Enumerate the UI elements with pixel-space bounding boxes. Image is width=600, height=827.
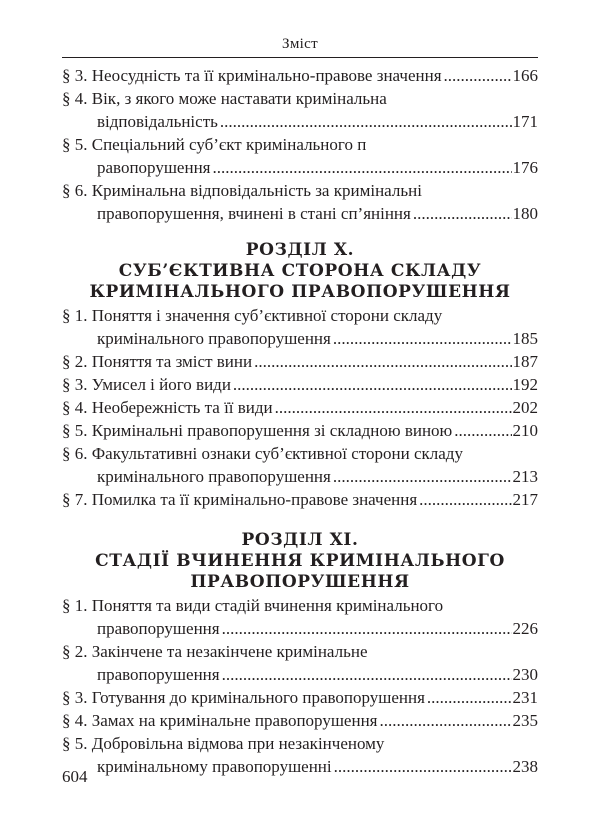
- toc-page-number: 185: [512, 329, 538, 348]
- section-heading-line: ПРАВОПОРУШЕННЯ: [190, 572, 410, 592]
- toc-line: [62, 110, 538, 133]
- toc-line: [62, 133, 538, 156]
- toc-entry: [62, 304, 538, 350]
- toc-page-number: 230: [512, 665, 538, 684]
- table-of-contents: [62, 64, 538, 778]
- toc-page-number: 238: [512, 757, 538, 776]
- toc-line: [62, 304, 538, 327]
- toc-entry-text: § 2. Закінчене та незакінчене кримінальне: [62, 642, 368, 661]
- dot-leader: [254, 350, 511, 373]
- toc-line: [62, 755, 538, 778]
- toc-line: [62, 732, 538, 755]
- dot-leader: [379, 709, 511, 732]
- dot-leader: [222, 663, 512, 686]
- toc-entry: [62, 396, 538, 419]
- toc-entry-text: § 4. Замах на кримінальне правопорушення: [62, 711, 378, 730]
- toc-page-number: 187: [512, 352, 538, 371]
- toc-line: [62, 202, 538, 225]
- toc-entry: [62, 373, 538, 396]
- toc-line: [62, 350, 538, 373]
- toc-line: [62, 488, 538, 511]
- toc-line: [62, 442, 538, 465]
- toc-entry-text: равопорушення: [97, 158, 211, 177]
- toc-line: [62, 640, 538, 663]
- toc-entry-text: правопорушення: [97, 619, 220, 638]
- toc-entry: [62, 64, 538, 87]
- toc-line: [62, 617, 538, 640]
- toc-page-number: 176: [512, 158, 538, 177]
- section-heading-line: РОЗДІЛ XI.: [241, 530, 359, 550]
- toc-page-number: 217: [512, 490, 538, 509]
- toc-entry-text: § 7. Помилка та її кримінально-правове значення: [62, 490, 418, 509]
- dot-leader: [444, 64, 512, 87]
- page-number: 604: [62, 767, 88, 786]
- toc-page-number: 231: [512, 688, 538, 707]
- toc-line: [62, 87, 538, 110]
- toc-entry-text: § 1. Поняття і значення суб’єктивної сторони складу: [62, 306, 443, 325]
- toc-line: [62, 156, 538, 179]
- toc-entry-text: § 5. Спеціальний суб’єкт кримінального п: [62, 135, 367, 154]
- toc-entry: [62, 179, 538, 225]
- toc-group-section-xi: [62, 594, 538, 778]
- toc-entry-text: правопорушення, вчинені в стані сп’яніння: [97, 204, 411, 223]
- section-heading-line: СУБ’ЄКТИВНА СТОРОНА СКЛАДУ: [118, 261, 482, 281]
- dot-leader: [333, 327, 512, 350]
- toc-entry-text: § 3. Умисел і його види: [62, 375, 231, 394]
- toc-line: [62, 179, 538, 202]
- toc-line: [62, 686, 538, 709]
- dot-leader: [275, 396, 512, 419]
- toc-entry-text: кримінальному правопорушенні: [97, 757, 332, 776]
- toc-line: [62, 396, 538, 419]
- toc-entry-text: § 3. Неосудність та її кримінально-правове значення: [62, 66, 442, 85]
- toc-entry: [62, 488, 538, 511]
- toc-entry: [62, 709, 538, 732]
- toc-entry-text: кримінального правопорушення: [97, 467, 331, 486]
- toc-page-number: 192: [512, 375, 538, 394]
- toc-entry-text: § 4. Вік, з якого може наставати кримінальна: [62, 89, 387, 108]
- dot-leader: [454, 419, 511, 442]
- toc-group-top: [62, 64, 538, 225]
- toc-entry-text: § 6. Кримінальна відповідальність за кримінальні: [62, 181, 422, 200]
- dot-leader: [413, 202, 512, 225]
- toc-page-number: 180: [512, 204, 538, 223]
- toc-line: [62, 327, 538, 350]
- toc-line: [62, 663, 538, 686]
- toc-entry: [62, 87, 538, 133]
- section-heading-line: КРИМІНАЛЬНОГО ПРАВОПОРУШЕННЯ: [89, 282, 511, 302]
- section-heading-line: РОЗДІЛ X.: [245, 240, 355, 260]
- toc-line: [62, 594, 538, 617]
- toc-page-number: 166: [512, 66, 538, 85]
- toc-page-number: 210: [512, 421, 538, 440]
- toc-line: [62, 465, 538, 488]
- toc-page-number: 235: [512, 711, 538, 730]
- section-heading-line: СТАДІЇ ВЧИНЕННЯ КРИМІНАЛЬНОГО: [95, 551, 505, 571]
- toc-page-number: 171: [512, 112, 538, 131]
- toc-entry: [62, 350, 538, 373]
- toc-line: [62, 373, 538, 396]
- toc-line: [62, 419, 538, 442]
- toc-entry-text: § 6. Факультативні ознаки суб’єктивної сторони складу: [62, 444, 463, 463]
- running-header: Зміст: [282, 36, 318, 52]
- toc-line: [62, 709, 538, 732]
- header-rule: [62, 57, 538, 58]
- toc-entry: [62, 732, 538, 778]
- toc-entry-text: § 5. Кримінальні правопорушення зі складною виною: [62, 421, 453, 440]
- toc-entry: [62, 133, 538, 179]
- toc-entry: [62, 419, 538, 442]
- toc-entry-text: правопорушення: [97, 665, 220, 684]
- dot-leader: [222, 617, 512, 640]
- toc-page-number: 226: [512, 619, 538, 638]
- toc-entry: [62, 442, 538, 488]
- toc-entry: [62, 594, 538, 640]
- toc-entry-text: § 1. Поняття та види стадій вчинення кримінального: [62, 596, 444, 615]
- toc-entry: [62, 640, 538, 686]
- dot-leader: [220, 110, 512, 133]
- dot-leader: [427, 686, 512, 709]
- section-heading-x: [62, 240, 538, 303]
- toc-entry-text: відповідальність: [97, 112, 218, 131]
- toc-entry-text: кримінального правопорушення: [97, 329, 331, 348]
- dot-leader: [233, 373, 512, 396]
- dot-leader: [333, 465, 512, 488]
- toc-entry-text: § 4. Необережність та її види: [62, 398, 273, 417]
- toc-entry-text: § 2. Поняття та зміст вини: [62, 352, 253, 371]
- dot-leader: [212, 156, 511, 179]
- toc-page-number: 202: [512, 398, 538, 417]
- toc-entry-text: § 3. Готування до кримінального правопорушення: [62, 688, 425, 707]
- toc-line: [62, 64, 538, 87]
- dot-leader: [419, 488, 511, 511]
- toc-group-section-x: [62, 304, 538, 511]
- toc-page-number: 213: [512, 467, 538, 486]
- toc-entry: [62, 686, 538, 709]
- section-heading-xi: [62, 530, 538, 593]
- dot-leader: [334, 755, 512, 778]
- toc-entry-text: § 5. Добровільна відмова при незакінченому: [62, 734, 385, 753]
